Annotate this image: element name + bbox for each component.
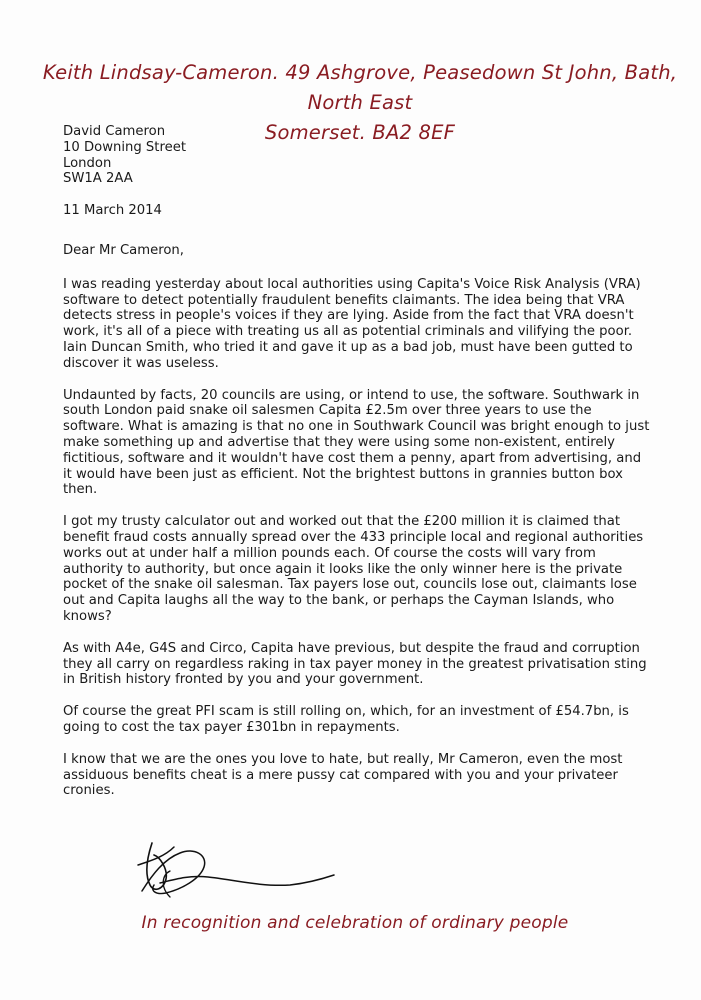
letter-body bbox=[63, 124, 653, 799]
recipient-city: London bbox=[63, 155, 112, 171]
recipient-street: 10 Downing Street bbox=[63, 139, 186, 155]
paragraph-5: Of course the great PFI scam is still rolling on, which, for an investment of £54.7bn, is going to cost the tax payer £301bn in repayments. bbox=[63, 704, 629, 735]
paragraph-1: I was reading yesterday about local authorities using Capita's Voice Risk Analysis (VRA) software to detect potentially fraudulent benefits claimants. The idea being that VRA detects stress in people's voices if they are lying. Aside from the fact that VRA doesn't work, it's all of a piece with treating us all as potential criminals and vilifying the poor. Iain Duncan Smith, who tried it and gave it up as a bad job, must have been gutted to discover it was useless. bbox=[63, 276, 641, 371]
paragraph-4: As with A4e, G4S and Circo, Capita have previous, but despite the fraud and corruption they all carry on regardless raking in tax payer money in the greatest privatisation sting in British history fronted by you and your government. bbox=[63, 640, 647, 688]
letterhead-line-2: Somerset. BA2 8EF bbox=[264, 121, 456, 144]
salutation: Dear Mr Cameron, bbox=[63, 242, 184, 258]
recipient-name: David Cameron bbox=[63, 124, 166, 139]
paragraph-6: I know that we are the ones you love to hate, but really, Mr Cameron, even the most assiduous benefits cheat is a mere pussy cat compared with you and your privateer cronies. bbox=[63, 751, 623, 799]
recipient-postcode: SW1A 2AA bbox=[63, 171, 133, 187]
recipient-address bbox=[63, 124, 653, 187]
handwritten-signature bbox=[130, 835, 340, 905]
paragraph-3: I got my trusty calculator out and worked out that the £200 million it is claimed that benefit fraud costs annually spread over the 433 principle local and regional authorities works out at under half a million pounds each. Of course the costs will vary from authority to authority, but once again it looks like the only winner here is the private pocket of the snake oil salesman. Tax payers lose out, councils lose out, claimants lose out and Capita laughs all the way to the bank, or perhaps the Cayman Islands, who knows? bbox=[63, 514, 644, 624]
paragraph-2: Undaunted by facts, 20 councils are using, or intend to use, the software. Southwark in south London paid snake oil salesmen Capita £2.5m over three years to use the software. What is amazing is that no one in Southwark Council was bright enough to just make something up and advertise that they were using some non-existent, entirely fictitious, software and it wouldn't have cost them a penny, apart from advertising, and it would have been just as efficient. Not the brightest buttons in grannies button box then. bbox=[63, 387, 650, 498]
letter-date: 11 March 2014 bbox=[63, 203, 162, 219]
footer-motto: In recognition and celebration of ordinary people bbox=[141, 913, 569, 933]
letterhead-line-1: Keith Lindsay-Cameron. 49 Ashgrove, Peasedown St John, Bath, North East bbox=[42, 61, 678, 114]
